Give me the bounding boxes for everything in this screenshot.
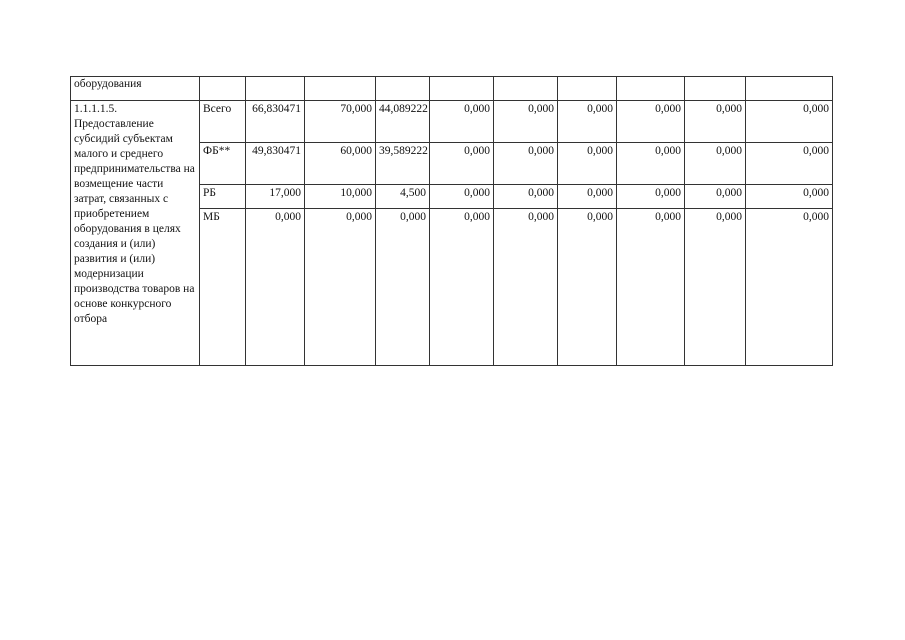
value-cell: 10,000 — [305, 185, 376, 209]
value-cell: 39,589222 — [376, 143, 430, 185]
empty-cell — [430, 77, 494, 101]
budget-table — [70, 76, 833, 366]
value-cell: 0,000 — [246, 209, 305, 366]
continued-text-cell: оборудования — [71, 77, 200, 101]
row-label: ФБ** — [200, 143, 246, 185]
value-cell: 70,000 — [305, 101, 376, 143]
value-cell: 0,000 — [558, 101, 617, 143]
value-cell: 0,000 — [746, 101, 833, 143]
value-cell: 0,000 — [685, 101, 746, 143]
value-cell: 0,000 — [685, 143, 746, 185]
value-cell: 0,000 — [558, 143, 617, 185]
value-cell: 0,000 — [746, 209, 833, 366]
row-label: МБ — [200, 209, 246, 366]
value-cell: 0,000 — [617, 185, 685, 209]
value-cell: 0,000 — [746, 143, 833, 185]
value-cell: 0,000 — [617, 143, 685, 185]
empty-cell — [685, 77, 746, 101]
value-cell: 0,000 — [305, 209, 376, 366]
value-cell: 0,000 — [617, 101, 685, 143]
value-cell: 0,000 — [494, 209, 558, 366]
item-description-cell: 1.1.1.1.5. Предоставление субсидий субъектам малого и среднего предпринимательства на возмещение части затрат, связанных с приобретением оборудования в целях создания и (или) развития и (или) модернизации производства товаров на основе конкурсного отбора — [71, 101, 200, 366]
table-row-total — [71, 101, 833, 143]
value-cell: 60,000 — [305, 143, 376, 185]
value-cell: 0,000 — [685, 185, 746, 209]
value-cell: 0,000 — [494, 101, 558, 143]
value-cell: 0,000 — [430, 101, 494, 143]
value-cell: 0,000 — [430, 143, 494, 185]
value-cell: 0,000 — [617, 209, 685, 366]
value-cell: 0,000 — [494, 185, 558, 209]
value-cell: 66,830471 — [246, 101, 305, 143]
empty-cell — [746, 77, 833, 101]
row-label: Всего — [200, 101, 246, 143]
value-cell: 0,000 — [685, 209, 746, 366]
value-cell: 0,000 — [430, 209, 494, 366]
value-cell: 0,000 — [430, 185, 494, 209]
continued-row — [71, 77, 833, 101]
empty-cell — [617, 77, 685, 101]
empty-cell — [305, 77, 376, 101]
row-label: РБ — [200, 185, 246, 209]
empty-cell — [558, 77, 617, 101]
value-cell: 17,000 — [246, 185, 305, 209]
empty-cell — [246, 77, 305, 101]
value-cell: 0,000 — [558, 209, 617, 366]
value-cell: 0,000 — [558, 185, 617, 209]
value-cell: 49,830471 — [246, 143, 305, 185]
empty-cell — [376, 77, 430, 101]
value-cell: 0,000 — [746, 185, 833, 209]
value-cell: 0,000 — [494, 143, 558, 185]
empty-cell — [494, 77, 558, 101]
value-cell: 44,089222 — [376, 101, 430, 143]
value-cell: 4,500 — [376, 185, 430, 209]
empty-cell — [200, 77, 246, 101]
value-cell: 0,000 — [376, 209, 430, 366]
